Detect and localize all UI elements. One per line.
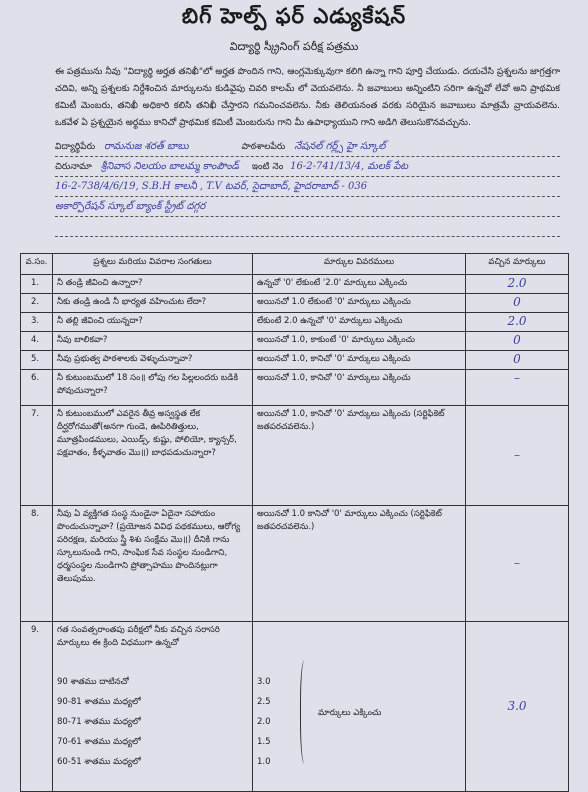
col-header-question: ప్రశ్నలు మరియు వివరాల సంగతులు: [53, 254, 253, 275]
marks-rule: అయినచో 1.0, కానిచో '0' మార్కులు ఎక్కించు: [253, 351, 466, 370]
marks-obtained[interactable]: 0: [466, 332, 569, 351]
address-line-1: [55, 160, 560, 177]
marks-rule: అయినచో 1.0, కానిచో '0' మార్కులు ఎక్కించు: [253, 370, 466, 406]
table-row: [21, 370, 569, 406]
grade-range: 60-51 శాతము మధ్యలో: [57, 757, 141, 767]
grade-range: 70-61 శాతము మధ్యలో: [57, 737, 141, 747]
marks-rule: అయినచో 1.0, కానిచో '0' మార్కులు ఎక్కించు (సర్టిఫికెట్ జతపరచవలెను.): [253, 406, 466, 506]
instructions-paragraph: ఈ పత్రమును నీవు "విద్యార్థి అర్హత తనిఖీ"లో అర్హత పొందిన గాని, ఆంగ్లమెక్కువుగా కలిగి ఉన్నా గాని పూర్తి చేయుడు. దయచేసి ప్రశ్నలను జాగ్రత్తగా చదివి, అన్ని ప్రశ్నలకు నిర్దేశించిన మార్కులను కుడివైపు చివరి కాలమ్ లో వెయవలెను. నీ జవాబులు అన్నింటిని సరిగా ఉన్నవో లేవో అని ప్రాథమిక కమిటీ మెంబరు, తనిఖీ అధికారి కలిసి తనిఖీ చేస్తారని గమనించవలెను. నీకు తెలియనంత వరకు సరియైన జవాబులు మాత్రమే వ్రాయవలెను. ఒకవేళ ఏ ప్రశ్నయైన అర్థము కానిచో ప్రాథమిక కమిటీ మెంబరును గాని మీ ఉపాధ్యాయుని గాని అడిగి తెలుసుకొనవచ్చును.: [55, 67, 560, 128]
table-row: [21, 294, 569, 313]
question-text: నీవు బాలికవా?: [53, 332, 253, 351]
grade-mark-list: [257, 672, 461, 776]
question-text: నీ కుటుంబములో 18 సం॥ లోపు గల పిల్లలందరు బడికి పోవుచున్నారా?: [53, 370, 253, 406]
table-row: [21, 622, 569, 792]
marks-obtained[interactable]: –: [466, 506, 569, 622]
door-value[interactable]: 16-2-741/13/4, మలక్ పేట: [290, 161, 409, 172]
row-number: 1.: [21, 275, 53, 294]
row-number: 2.: [21, 294, 53, 313]
form-title: బిగ్ హెల్ప్ ఫర్ ఎడ్యుకేషన్: [181, 4, 407, 28]
grade-list: [57, 672, 248, 776]
table-row: [21, 506, 569, 622]
table-row: [21, 332, 569, 351]
row-number: 8.: [21, 506, 53, 622]
col-header-no: వ.సం.: [21, 254, 53, 275]
marks-rule: [257, 624, 461, 672]
screening-table: [20, 253, 569, 792]
row-number: 6.: [21, 370, 53, 406]
marks-obtained[interactable]: –: [466, 406, 569, 506]
question-text: నీవు ఏ వ్యక్తిగత సంస్థ నుండైనా ఏదైనా సహాయం పొందుచున్నావా? (ప్రయోజన వివిధ పథకములు, ఆరోగ్య పరిరక్షణ, మరియు స్త్రీ శిశు సంక్షేమ మొ॥) దీనికి గాను స్కూలునుండి గాని, సాంఘిక సేవ సంస్థల నుండిగాని, ధర్మసంస్థల నుండిగాని ప్రోత్సాహము పొందినట్లుగా తెలుపుము.: [53, 506, 253, 622]
marks-rule: ఉన్నచో '0' లేకుంటే '2.0' మార్కులు ఎక్కించు: [253, 275, 466, 294]
row-number: 3.: [21, 313, 53, 332]
school-value[interactable]: నేషనల్ గర్ల్స్ హై స్కూల్: [294, 141, 386, 152]
grade-range: 80-71 శాతము మధ్యలో: [57, 717, 141, 727]
grade-mark: 3.0: [257, 677, 271, 687]
marks-obtained[interactable]: 2.0: [466, 275, 569, 294]
name-label: విద్యార్థిపేరు: [55, 142, 96, 152]
marks-rule: లేకుంటే 2.0 ఉన్నచో '0' మార్కులు ఎక్కించు: [253, 313, 466, 332]
marks-obtained[interactable]: –: [466, 370, 569, 406]
name-value[interactable]: రామనుజ శరత్ బాబు: [103, 141, 189, 152]
question-text: గత సంవత్సరాంతపు పరీక్షలో నీకు వచ్చిన సరాసరి మార్కులు ఈ క్రింది విధముగా ఉన్నచో: [57, 625, 220, 648]
grade-mark: 1.0: [257, 757, 271, 767]
address-line-2: [55, 180, 560, 197]
question-text: నీకు తండ్రి ఉండి నీ భార్యత వహించుట లేదా?: [53, 294, 253, 313]
marks-rule: అయినచో 1.0, కాకుంటే '0' మార్కులు ఎక్కించు: [253, 332, 466, 351]
school-label: పాఠశాలపేరు: [241, 142, 286, 152]
table-row: [21, 351, 569, 370]
row-number: 4.: [21, 332, 53, 351]
marks-obtained[interactable]: 2.0: [466, 313, 569, 332]
grade-mark: 2.0: [257, 717, 271, 727]
grade-range: 90-81 శాతము మధ్యలో: [57, 697, 141, 707]
address-label: చిరునామా: [55, 162, 92, 172]
name-school-line: [55, 140, 560, 157]
question-text: నీ తండ్రి జీవించి ఉన్నారా?: [53, 275, 253, 294]
marks-obtained[interactable]: 0: [466, 294, 569, 313]
marks-obtained[interactable]: 0: [466, 351, 569, 370]
grade-mark: 1.5: [257, 737, 271, 747]
table-header-row: [21, 254, 569, 275]
form-subtitle: విద్యార్థి స్క్రీనింగ్ పరీక్ష పత్రము: [229, 40, 359, 53]
row-number: 9.: [21, 622, 53, 792]
grade-brace-label: మార్కులు ఎక్కించు: [318, 708, 382, 718]
grade-mark: 2.5: [257, 697, 271, 707]
address-line-3: [55, 200, 560, 217]
address-line-2-value[interactable]: 16-2-738/4/6/19, S.B.H కాలనీ , T.V టవర్, సైదాబాద్, హైదరాబాద్ - 036: [55, 181, 368, 192]
row-number: 7.: [21, 406, 53, 506]
grade-marks-cell: [253, 622, 466, 792]
question-text: నీ తల్లి జీవించి యున్నదా?: [53, 313, 253, 332]
marks-rule: అయినచో 1.0 లేకుంటే '0' మార్కులు ఎక్కించు: [253, 294, 466, 313]
question-text: నీవు ప్రభుత్వ పాఠశాలకు వెళ్ళుచున్నావా?: [53, 351, 253, 370]
col-header-marks-obtained: వచ్చిన మార్కులు: [466, 254, 569, 275]
question-9-cell: [53, 622, 253, 792]
table-row: [21, 275, 569, 294]
question-text: నీ కుటుంబములో ఎవరైన తీవ్ర అస్వస్థత లేక దీర్ఘరోగముతో(అనగా గుండె, ఊపిరితిత్తులు, మూత్రపిండములు, ఎయిడ్స్, కుష్టు, పోలియో, క్యాన్సర్, పక్షవాతం, కీళ్ళవాతం మొ॥) బాధపడుచున్నారా?: [53, 406, 253, 506]
door-label: ఇంటి నెం: [251, 162, 284, 172]
marks-obtained[interactable]: 3.0: [466, 622, 569, 792]
grade-brace: [300, 660, 311, 764]
blank-line: [55, 236, 560, 237]
col-header-marks-detail: మార్కుల వివరములు: [253, 254, 466, 275]
table-row: [21, 406, 569, 506]
address-value[interactable]: శ్రీనివాస నిలయం బాలమ్మ కాంపౌండ్: [100, 161, 239, 172]
row-number: 5.: [21, 351, 53, 370]
table-row: [21, 313, 569, 332]
marks-rule: అయినచో 1.0 కానిచో '0' మార్కులు ఎక్కించు (సర్టిఫికెట్ జతపరచవలెను.): [253, 506, 466, 622]
grade-range: 90 శాతము దాటినచో: [57, 677, 129, 687]
address-line-3-value[interactable]: అకార్పొరేషన్ స్కూల్ బ్యాంక్ స్ట్రీట్ దగ్గర: [55, 201, 206, 212]
